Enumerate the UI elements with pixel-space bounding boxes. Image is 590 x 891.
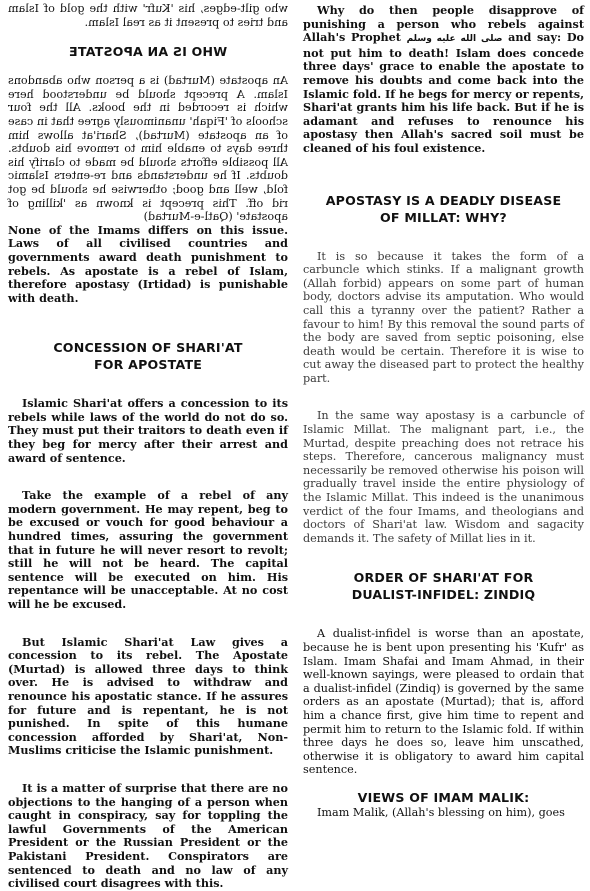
mirrored-bleedthrough-top bbox=[8, 2, 288, 29]
paragraph-gives: But Islamic Shari'at Law gives a concession to its rebel. The Apostate (Murtad) is allowed three days to think over. He is advised to withdraw and renounce his apostatic stance. If he assures for future and is repentant, he is not punished. In spite of this humane concession afforded by Shari'at, Non-Muslims criticise the Islamic punishment. bbox=[8, 634, 288, 758]
mirrored-heading-block bbox=[8, 43, 288, 60]
paragraph-dualist: A dualist-infidel is worse than an apostate, because he is bent upon presenting his 'Kufr' as Islam. Imam Shafai and Imam Ahmad, in their well-known sayings, were pleased to ordain that a dualist-infidel (Zindiq) is governed by the same orders as an apostate (Murtad); that is, afford him a chance first, give him time to repent and permit him to return to the Islamic fold. If within three days he does so, leave him unscathed, otherwise it is obligatory to award him capital sentence. bbox=[303, 627, 584, 777]
paragraph-why-pre: Why do then people disapprove of punishing a person who rebels against Allah's Prophet bbox=[303, 3, 584, 45]
heading-malik: VIEWS OF IMAM MALIK: bbox=[357, 789, 530, 805]
heading-concession bbox=[8, 339, 288, 373]
paragraph-surprise: It is a matter of surprise that there are no objections to the hanging of a person when caught in conspiracy, say for toppling the lawful Governments of the American President or the Russian President or the Pakistani President. Conspirators are sentenced to death and no law of any civilised court disagrees with this. bbox=[8, 780, 288, 891]
paragraph-malik: Imam Malik, (Allah's blessing on him), goes bbox=[317, 805, 565, 819]
heading-zindiq bbox=[303, 569, 584, 603]
heading-zindiq-line2: DUALIST-INFIDEL: ZINDIQ bbox=[351, 587, 536, 603]
mirrored-top-text: who gilt-edges, his 'Kufr' with the gold of Islam and tries to present it as real Islam. bbox=[8, 2, 288, 29]
paragraph-carbuncle: It is so because it takes the form of a carbuncle which stinks. If a malignant growth (Allah forbid) appears on some part of human body, doctors advise its amputation. Who would call this a tyranny over the patient? Rather a favour to him! By this removal the sound parts of the body are saved from septic poisoning, else death would be certain. Therefore it is wise to cut away the diseased part to protect the healthy part. bbox=[303, 249, 584, 385]
mirrored-heading: WHO IS AN APOSTATE bbox=[68, 44, 228, 60]
right-column bbox=[303, 0, 584, 820]
heading-disease-line1: APOSTASY IS A DEADLY DISEASE bbox=[325, 192, 562, 208]
paragraph-sameway: In the same way apostasy is a carbuncle of Islamic Millat. The malignant part, i.e., the Murtad, despite preaching does not retrace his steps. Therefore, cancerous malignancy must necessarily be removed otherwise his poison will gradually travel inside the entire physiology of the Islamic Millat. This indeed is the unanimous verdict of the four Imams, and theologians and doctors of Shari'at law. Wisdom and sagacity demands it. The safety of Millat lies in it. bbox=[303, 409, 584, 545]
heading-disease bbox=[303, 192, 584, 226]
mirrored-paragraph: An apostate (Murtad) is a person who abandons Islam. A precept should be understood here which is recorded in the books. All the four schools of 'Fiqah' unanimously agree that in case of an apostate (Murtad), Shari'at allows him three days to enable him to remove his doubts. All possible efforts should be made to clarify his doubts. If he understands and re-enters Islamic fold, well and good; otherwise he should be got rid off. This precept is known as 'killing of apostate' (Qatl-e-Murtad) bbox=[8, 74, 288, 224]
paragraph-example: Take the example of a rebel of any modern government. He may repent, beg to be excused or vouch for good behaviour a hundred times, assuring the government that in future he will never resort to revolt; still he will not be heard. The capital sentence will be executed on him. His repentance will be unacceptable. At no cost will he be excused. bbox=[8, 488, 288, 611]
heading-zindiq-line1: ORDER OF SHARI'AT FOR bbox=[353, 570, 534, 586]
mirrored-paragraph-block bbox=[8, 74, 288, 224]
paragraph-imams: None of the Imams differs on this issue. Laws of all civilised countries and governments award death punishment to rebels. As apostate is a rebel of Islam, therefore apostasy (Irtidad) is punishable with death. bbox=[8, 222, 288, 305]
salawat-glyph: صلى الله عليه وسلم bbox=[406, 34, 503, 45]
paragraph-concession: Islamic Shari'at offers a concession to its rebels while laws of the world do not do so. They must put their traitors to death even if they beg for mercy after their arrest and award of sentence. bbox=[8, 396, 288, 465]
paragraph-why bbox=[303, 4, 584, 156]
heading-concession-line1: CONCESSION OF SHARI'AT bbox=[53, 340, 243, 356]
heading-disease-line2: OF MILLAT: WHY? bbox=[380, 209, 507, 225]
paragraph-why-post: and say: Do not put him to death! Islam does concede three days' grace to enable the apostate to remove his doubts and come back into the Islamic fold. If he begs for mercy or repents, Shari'at grants him his life back. But if he is adamant and refuses to renounce his apostasy then Allah's sacred soil must be cleaned of his foul existence. bbox=[303, 30, 585, 155]
left-column bbox=[8, 0, 288, 891]
heading-concession-line2: FOR APOSTATE bbox=[93, 357, 203, 373]
